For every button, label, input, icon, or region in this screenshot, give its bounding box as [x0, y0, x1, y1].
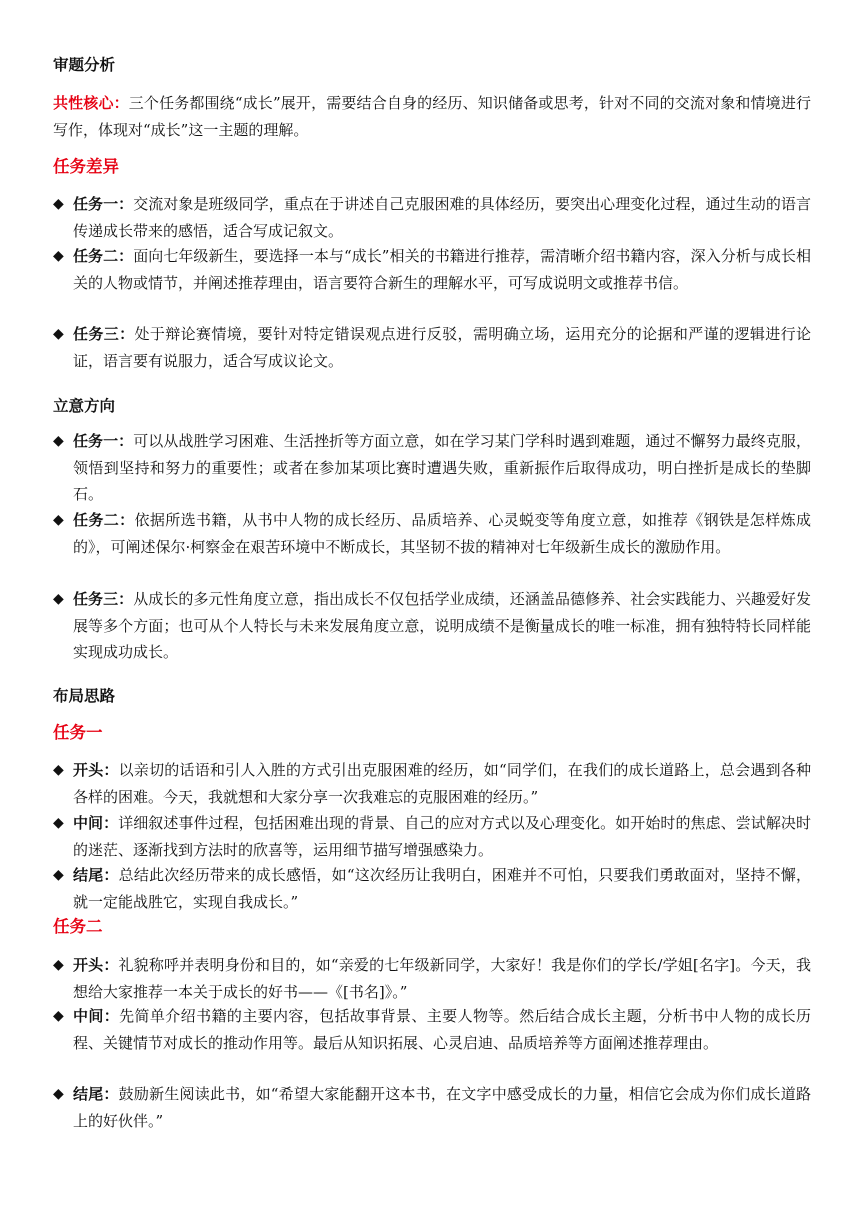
item-label: 结尾：: [73, 866, 119, 884]
diamond-bullet-icon: ◆: [53, 867, 64, 883]
layout-task1-ending: [53, 862, 811, 915]
section-heading-layout: 布局思路: [53, 687, 116, 705]
diamond-bullet-icon: ◆: [53, 433, 64, 449]
direction-item-task3: [53, 586, 811, 666]
layout-task2-ending: [53, 1081, 811, 1134]
subheading-layout-task2: 任务二: [53, 917, 103, 936]
item-label: 任务一：: [73, 432, 134, 450]
direction-item-task1: [53, 428, 811, 508]
diamond-bullet-icon: ◆: [53, 512, 64, 528]
item-text: 处于辩论赛情境，要针对特定错误观点进行反驳，需明确立场，运用充分的论据和严谨的逻辑进行论证，语言要有说服力，适合写成议论文。: [73, 325, 811, 370]
item-text: 先简单介绍书籍的主要内容，包括故事背景、主要人物等。然后结合成长主题，分析书中人物的成长历程、关键情节对成长的推动作用等。最后从知识拓展、心灵启迪、品质培养等方面阐述推荐理由。: [73, 1007, 811, 1052]
item-text: 以亲切的话语和引人入胜的方式引出克服困难的经历，如“同学们，在我们的成长道路上，总会遇到各种各样的困难。今天，我就想和大家分享一次我难忘的克服困难的经历。”: [73, 761, 811, 806]
common-core-paragraph: [53, 90, 811, 143]
item-label: 开头：: [73, 956, 119, 974]
item-label: 开头：: [73, 761, 119, 779]
item-text: 鼓励新生阅读此书，如“希望大家能翻开这本书，在文字中感受成长的力量，相信它会成为你们成长道路上的好伙伴。”: [73, 1085, 811, 1130]
layout-task2-middle: [53, 1003, 811, 1056]
diamond-bullet-icon: ◆: [53, 591, 64, 607]
item-text: 依据所选书籍，从书中人物的成长经历、品质培养、心灵蜕变等角度立意，如推荐《钢铁是怎样炼成的》，可阐述保尔·柯察金在艰苦环境中不断成长，其坚韧不拔的精神对七年级新生成长的激励作用。: [73, 511, 811, 556]
common-core-text: 三个任务都围绕“成长”展开，需要结合自身的经历、知识储备或思考，针对不同的交流对象和情境进行写作，体现对“成长”这一主题的理解。: [53, 94, 811, 139]
item-text: 礼貌称呼并表明身份和目的，如“亲爱的七年级新同学，大家好！我是你们的学长/学姐[名字]。今天，我想给大家推荐一本关于成长的好书——《[书名]》。”: [73, 956, 811, 1001]
subheading-layout-task1: 任务一: [53, 723, 103, 742]
item-label: 任务二：: [73, 247, 134, 265]
item-label: 任务一：: [73, 195, 134, 213]
layout-task1-middle: [53, 810, 811, 863]
item-text: 可以从战胜学习困难、生活挫折等方面立意，如在学习某门学科时遇到难题，通过不懈努力最终克服，领悟到坚持和努力的重要性；或者在参加某项比赛时遭遇失败，重新振作后取得成功，明白挫折是成长的垫脚石。: [73, 432, 811, 503]
item-label: 中间：: [73, 814, 119, 832]
diamond-bullet-icon: ◆: [53, 1086, 64, 1102]
item-label: 任务三：: [73, 325, 135, 343]
section-heading-direction: 立意方向: [53, 397, 116, 415]
item-label: 任务三：: [73, 590, 134, 608]
layout-task2-opening: [53, 952, 811, 1005]
diff-item-task2: [53, 243, 811, 296]
direction-item-task2: [53, 507, 811, 560]
item-label: 结尾：: [73, 1085, 119, 1103]
item-text: 交流对象是班级同学，重点在于讲述自己克服困难的具体经历，要突出心理变化过程，通过生动的语言传递成长带来的感悟，适合写成记叙文。: [73, 195, 811, 240]
section-heading-analysis: 审题分析: [53, 56, 116, 74]
layout-task1-opening: [53, 757, 811, 810]
item-text: 从成长的多元性角度立意，指出成长不仅包括学业成绩，还涵盖品德修养、社会实践能力、兴趣爱好发展等多个方面；也可从个人特长与未来发展角度立意，说明成绩不是衡量成长的唯一标准，拥有独特特长同样能实现成功成长。: [73, 590, 811, 661]
diff-item-task3: [53, 321, 811, 374]
common-core-label: 共性核心：: [53, 94, 129, 112]
diamond-bullet-icon: ◆: [53, 815, 64, 831]
item-label: 任务二：: [73, 511, 135, 529]
diamond-bullet-icon: ◆: [53, 1008, 64, 1024]
item-text: 详细叙述事件过程，包括困难出现的背景、自己的应对方式以及心理变化。如开始时的焦虑、尝试解决时的迷茫、逐渐找到方法时的欣喜等，运用细节描写增强感染力。: [73, 814, 811, 859]
diff-item-task1: [53, 191, 811, 244]
diamond-bullet-icon: ◆: [53, 957, 64, 973]
diamond-bullet-icon: ◆: [53, 196, 64, 212]
item-text: 总结此次经历带来的成长感悟，如“这次经历让我明白，困难并不可怕，只要我们勇敢面对，坚持不懈，就一定能战胜它，实现自我成长。”: [73, 866, 811, 911]
diamond-bullet-icon: ◆: [53, 248, 64, 264]
item-label: 中间：: [73, 1007, 120, 1025]
item-text: 面向七年级新生，要选择一本与“成长”相关的书籍进行推荐，需清晰介绍书籍内容，深入分析与成长相关的人物或情节，并阐述推荐理由，语言要符合新生的理解水平，可写成说明文或推荐书信。: [73, 247, 811, 292]
diamond-bullet-icon: ◆: [53, 762, 64, 778]
subheading-task-difference: 任务差异: [53, 157, 119, 176]
diamond-bullet-icon: ◆: [53, 326, 64, 342]
